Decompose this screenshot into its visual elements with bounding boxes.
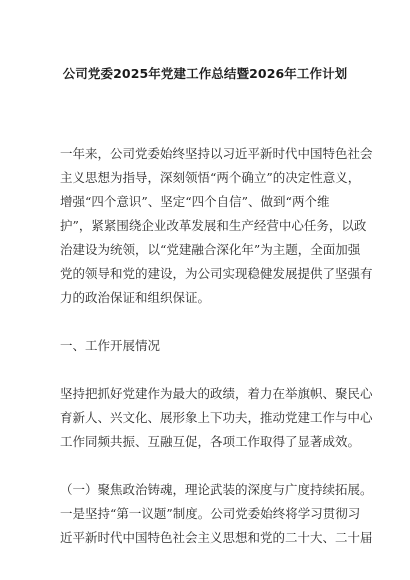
intro-line: 力的政治保证和组织保证。 bbox=[60, 290, 211, 305]
section-intro-line: 坚持把抓好党建作为最大的政绩，着力在举旗帜、聚民心 bbox=[60, 386, 373, 401]
intro-line: 增强“四个意识”、坚定“四个自信”、做到“两个维 bbox=[60, 194, 330, 209]
subsection-heading-line: （一）聚焦政治铸魂，理论武装的深度与广度持续拓展。 bbox=[60, 482, 373, 497]
section-intro-line: 育新人、兴文化、展形象上下功夫，推动党建工作与中心 bbox=[60, 410, 373, 425]
intro-line: 党的领导和党的建设，为公司实现稳健发展提供了坚强有 bbox=[60, 266, 373, 281]
subsection-line: 近平新时代中国特色社会主义思想和党的二十大、二十届 bbox=[60, 530, 373, 545]
intro-line: 主义思想为指导，深刻领悟“两个确立”的决定性意义， bbox=[60, 170, 361, 185]
subsection-line: 一是坚持“第一议题”制度。公司党委始终将学习贯彻习 bbox=[60, 506, 361, 521]
intro-line: 一年来，公司党委始终坚持以习近平新时代中国特色社会 bbox=[60, 146, 373, 161]
intro-line: 治建设为统领，以“党建融合深化年”为主题，全面加强 bbox=[60, 242, 361, 257]
section-heading: 一、工作开展情况 bbox=[60, 338, 161, 353]
intro-line: 护”，紧紧围绕企业改革发展和生产经营中心任务，以政 bbox=[60, 218, 367, 233]
document-title: 公司党委2025年党建工作总结暨2026年工作计划 bbox=[62, 66, 348, 81]
section-intro-line: 工作同频共振、互融互促，各项工作取得了显著成效。 bbox=[60, 434, 361, 449]
